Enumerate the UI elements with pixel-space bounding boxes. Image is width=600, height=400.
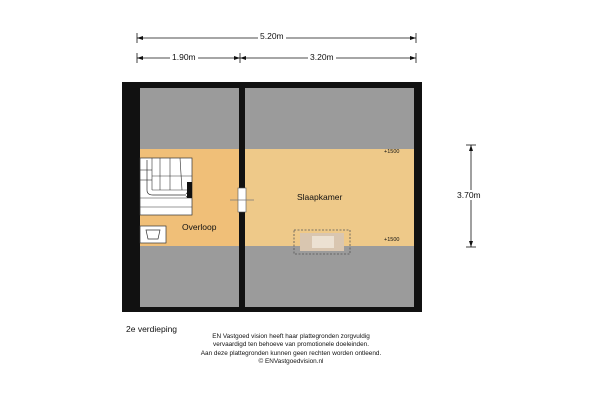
roof-zone-left-bottom [140, 246, 239, 307]
disclaimer-line: EN Vastgoed vision heeft haar plattegronden zorgvuldig [212, 333, 370, 340]
level-marker-upper: +1500 [384, 149, 400, 155]
disclaimer [120, 333, 462, 367]
room-label-bedroom: Slaapkamer [297, 192, 343, 202]
copyright: © ENVastgoedvision.nl [258, 358, 324, 366]
dimension-depth-label: 3.70m [457, 190, 481, 200]
roof-zone-right-top [245, 88, 414, 149]
level-marker-lower: +1500 [384, 237, 400, 243]
roof-zone-right-bottom [245, 246, 414, 307]
roof-window [294, 230, 350, 254]
floor-title: 2e verdieping [126, 324, 178, 334]
disclaimer-line: Aan deze plattegronden kunnen geen rechten worden ontleend. [200, 349, 382, 357]
dimension-total-label: 5.20m [260, 31, 284, 41]
room-label-landing: Overloop [182, 222, 217, 232]
disclaimer-line: vervaardigd ten behoeve van promotionele doeleinden. [213, 341, 369, 349]
roof-zone-left-top [140, 88, 239, 149]
dimension-right-label: 3.20m [310, 52, 334, 62]
sink [140, 226, 166, 243]
staircase [140, 158, 192, 215]
dimension-left-label: 1.90m [172, 52, 196, 62]
